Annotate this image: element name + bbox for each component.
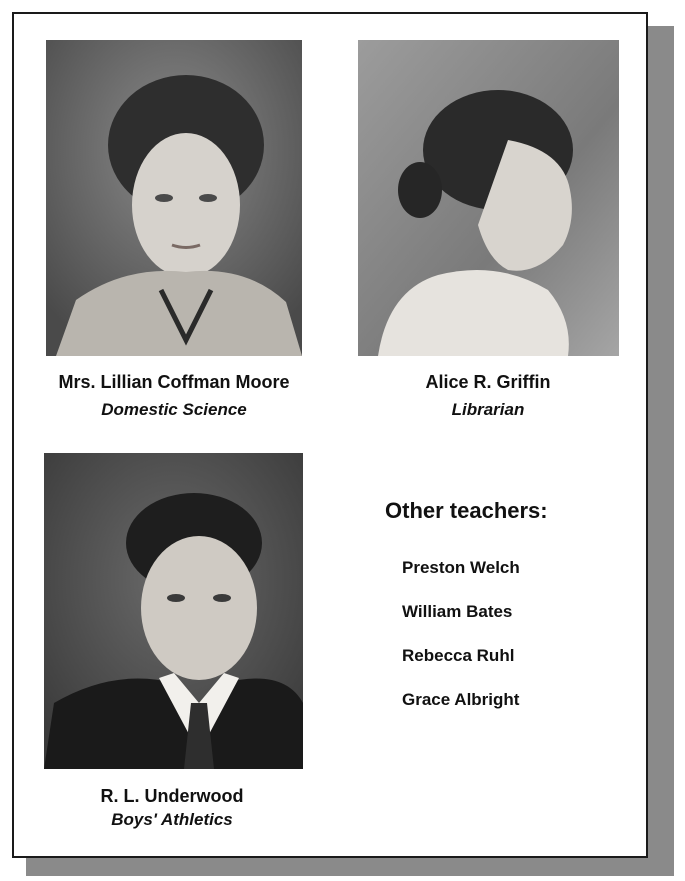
- teacher-name-griffin: Alice R. Griffin: [425, 372, 551, 392]
- portrait-photo-moore: [46, 40, 302, 356]
- list-item: Grace Albright: [402, 690, 520, 709]
- teacher-role-underwood: Boys' Athletics: [111, 810, 233, 829]
- teacher-role-moore: Domestic Science: [101, 400, 247, 419]
- list-item: Preston Welch: [402, 558, 520, 577]
- portrait-photo-griffin: [358, 40, 619, 356]
- list-item: William Bates: [402, 602, 513, 621]
- teacher-name-underwood: R. L. Underwood: [100, 786, 244, 806]
- list-item: Rebecca Ruhl: [402, 646, 515, 665]
- teacher-role-griffin: Librarian: [451, 400, 525, 419]
- teacher-name-moore: Mrs. Lillian Coffman Moore: [58, 372, 290, 392]
- other-teachers-list: [402, 558, 520, 734]
- other-teachers-heading: Other teachers:: [385, 498, 548, 523]
- portrait-photo-underwood: [44, 453, 303, 769]
